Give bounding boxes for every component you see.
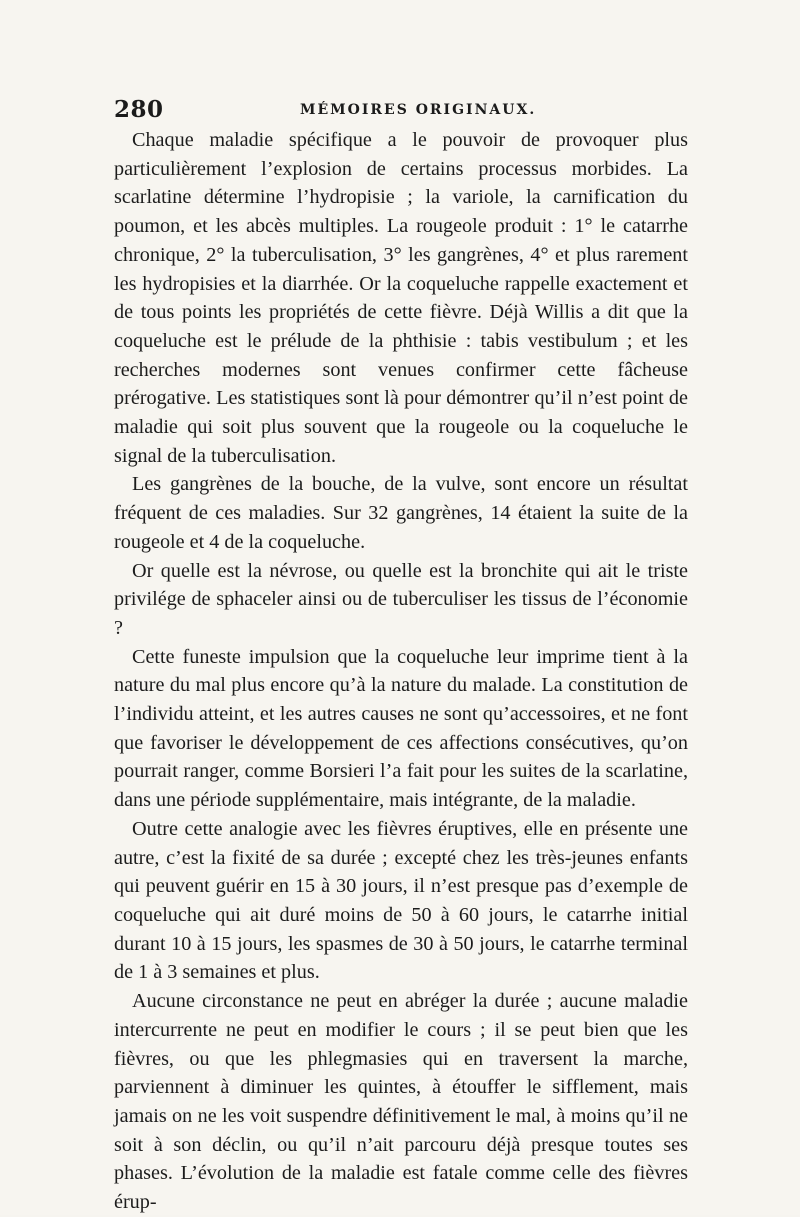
paragraph: Aucune circonstance ne peut en abréger la durée ; aucune maladie intercurrente ne peut en modifier le cours ; il se peut bien que les fièvres, ou que les phlegmasies qui en traversent la marche, parviennent à diminuer les quintes, à étouffer le sifflement, mais jamais on ne les voit suspendre définitivement le mal, à moins qu’il ne soit à son déclin, ou qu’il n’ait parcouru déjà presque toutes ses phases. L’évolution de la maladie est fatale comme celle des fièvres érup- [114, 990, 688, 1214]
page-header [114, 96, 686, 126]
paragraph: Cette funeste impulsion que la coqueluche leur imprime tient à la nature du mal plus encore qu’à la nature du malade. La constitution de l’individu atteint, et les autres causes ne sont qu’accessoires, et ne font que favoriser le développement de ces affections consécutives, qu’on pourrait ranger, comme Borsieri l’a fait pour les suites de la scarlatine, dans une période supplémentaire, mais intégrante, de la maladie. [114, 645, 688, 812]
body-text [114, 126, 688, 1214]
page-number: 280 [114, 96, 164, 123]
paragraph: Or quelle est la névrose, ou quelle est la bronchite qui ait le triste privilége de sphaceler ainsi ou de tuberculiser les tissus de l’économie ? [114, 559, 688, 639]
paragraph: Outre cette analogie avec les fièvres éruptives, elle en présente une autre, c’est la fixité de sa durée ; excepté chez les très-jeunes enfants qui peuvent guérir en 15 à 30 jours, il n’est presque pas d’exemple de coqueluche qui ait duré moins de 50 à 60 jours, le catarrhe initial durant 10 à 15 jours, les spasmes de 30 à 50 jours, le catarrhe terminal de 1 à 3 semaines et plus. [114, 817, 688, 984]
paragraph: Chaque maladie spécifique a le pouvoir de provoquer plus particulièrement l’explosion de certains processus morbides. La scarlatine détermine l’hydropisie ; la variole, la carnification du poumon, et les abcès multiples. La rougeole produit : 1° le catarrhe chronique, 2° la tuberculisation, 3° les gangrènes, 4° et plus rarement les hydropisies et la diarrhée. Or la coqueluche rappelle exactement et de tous points les propriétés de cette fièvre. Déjà Willis a dit que la coqueluche est le prélude de la phthisie : tabis vestibulum ; et les recherches modernes sont venues confirmer cette fâcheuse prérogative. Les statistiques sont là pour démontrer qu’il n’est point de maladie qui soit plus souvent que la rougeole ou la coqueluche le signal de la tuberculisation. [114, 129, 688, 467]
running-head: MÉMOIRES ORIGINAUX. [300, 102, 537, 118]
paragraph: Les gangrènes de la bouche, de la vulve, sont encore un résultat fréquent de ces maladies. Sur 32 gangrènes, 14 étaient la suite de la rougeole et 4 de la coqueluche. [114, 473, 688, 553]
